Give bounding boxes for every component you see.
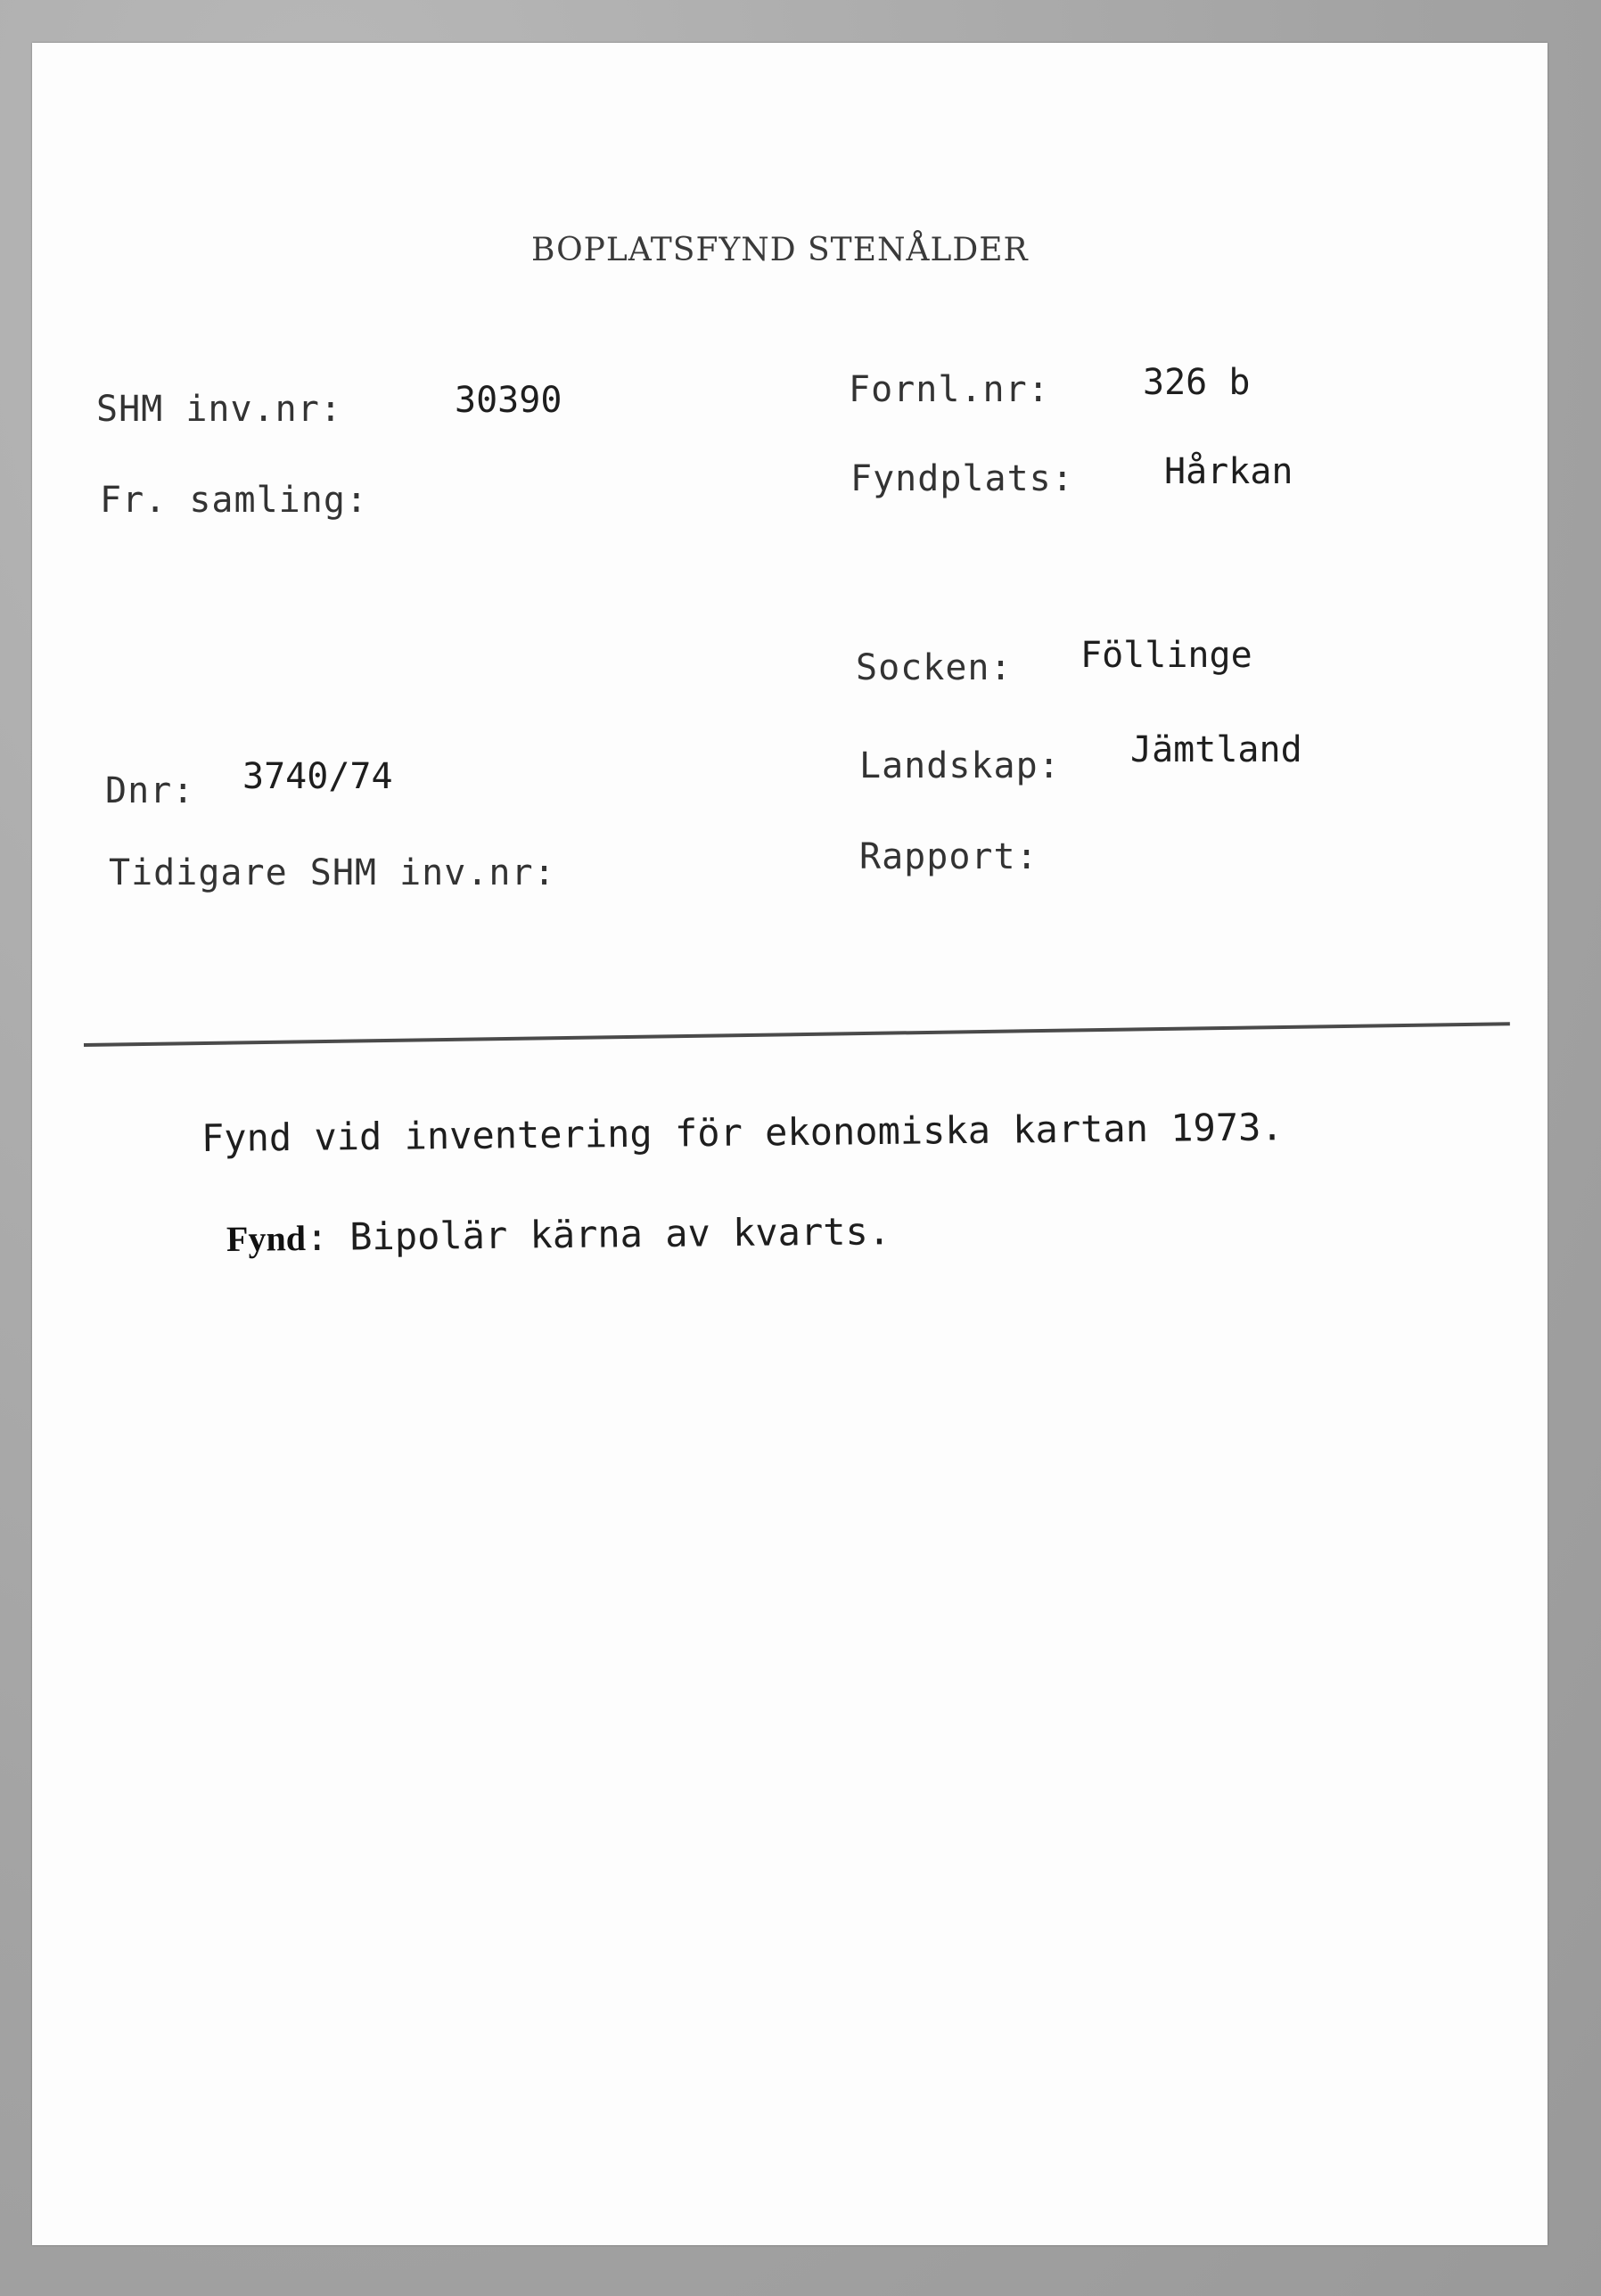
fornl-label: Fornl.nr: <box>849 369 1050 410</box>
fynd-value: Bipolär kärna av kvarts. <box>349 1209 891 1259</box>
fyndplats-value: Hårkan <box>1164 451 1293 492</box>
shm-inv-label: SHM inv.nr: <box>96 389 342 430</box>
dnr-label: Dnr: <box>105 770 195 811</box>
fynd-label: Fynd <box>226 1218 307 1259</box>
tidigare-shm-inv-label: Tidigare SHM inv.nr: <box>109 852 556 893</box>
fynd-row <box>226 1209 891 1260</box>
landskap-label: Landskap: <box>859 745 1061 786</box>
fr-samling-label: Fr. samling: <box>100 480 368 521</box>
shm-inv-value: 30390 <box>455 380 562 421</box>
fornl-value: 326 b <box>1143 362 1251 403</box>
socken-label: Socken: <box>856 647 1013 688</box>
card-title: BOPLATSFYND STENÅLDER <box>531 232 1029 268</box>
landskap-value: Jämtland <box>1130 729 1302 770</box>
dnr-value: 3740/74 <box>242 756 393 797</box>
fyndplats-label: Fyndplats: <box>850 458 1074 499</box>
body-line-inventering: Fynd vid inventering för ekonomiska kartan 1973. <box>201 1105 1284 1160</box>
rapport-label: Rapport: <box>859 836 1039 877</box>
socken-value: Föllinge <box>1080 635 1252 676</box>
fynd-colon: : <box>305 1214 329 1260</box>
